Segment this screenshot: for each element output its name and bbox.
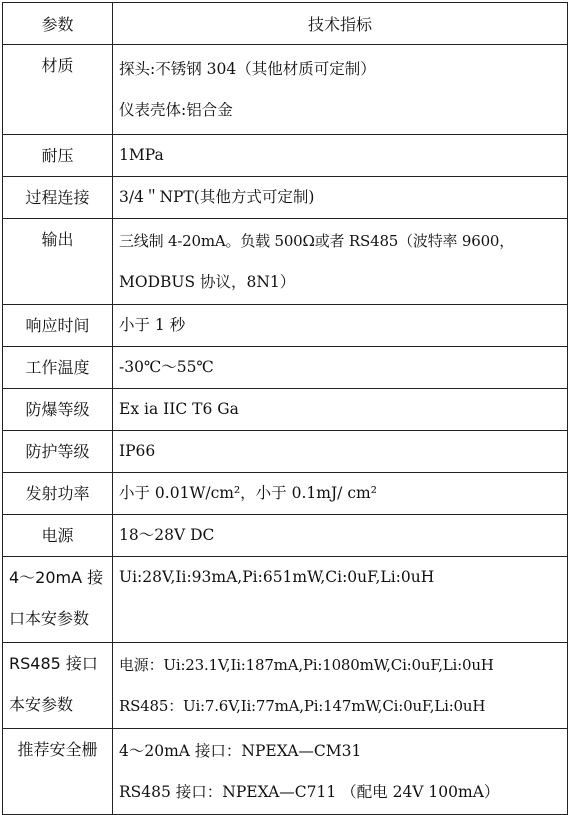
- spec-line: 1MPa: [119, 146, 164, 164]
- spec-line: -30℃～55℃: [119, 358, 214, 376]
- param-line: 推荐安全栅: [17, 740, 98, 759]
- row-spec-value: [113, 135, 568, 177]
- spec-line: MODBUS 协议，8N1）: [119, 272, 296, 291]
- row-param-label: [3, 389, 113, 431]
- row-spec-value: [113, 219, 568, 305]
- row-spec-value: [113, 643, 568, 729]
- spec-line: 3/4＂NPT(其他方式可定制): [119, 188, 315, 206]
- table-row-explosion: [3, 389, 568, 431]
- row-spec-value: [113, 177, 568, 219]
- table-row-rs485-params: [3, 643, 568, 729]
- row-param-label: [3, 557, 113, 643]
- param-line: 材质: [41, 56, 74, 75]
- spec-line: 小于 0.01W/cm²，小于 0.1mJ/ cm²: [119, 484, 377, 502]
- table-row-pressure: [3, 135, 568, 177]
- param-line: 响应时间: [25, 316, 90, 335]
- param-line: 防护等级: [25, 442, 90, 461]
- row-param-label: [3, 643, 113, 729]
- row-param-label: [3, 347, 113, 389]
- table-row-connection: [3, 177, 568, 219]
- table-row-barrier: [3, 729, 568, 815]
- row-spec-value: [113, 389, 568, 431]
- row-spec-value: [113, 473, 568, 515]
- row-spec-value: [113, 45, 568, 135]
- param-line: 本安参数: [9, 695, 74, 714]
- row-param-label: [3, 431, 113, 473]
- table-row-supply: [3, 515, 568, 557]
- spec-line: 电源：Ui:23.1V,Ii:187mA,Pi:1080mW,Ci:0uF,Li:0uH: [119, 655, 494, 674]
- spec-line: IP66: [119, 442, 156, 460]
- row-spec-value: [113, 515, 568, 557]
- param-line: 输出: [41, 230, 74, 249]
- table-row-power-emission: [3, 473, 568, 515]
- row-param-label: [3, 515, 113, 557]
- row-param-label: [3, 135, 113, 177]
- param-line: 4～20mA 接: [9, 568, 104, 587]
- param-line: 工作温度: [25, 358, 90, 377]
- param-line: 防爆等级: [25, 400, 90, 419]
- table-row-response: [3, 305, 568, 347]
- spec-line: 仪表壳体:铝合金: [119, 100, 233, 119]
- spec-line: 4～20mA 接口：NPEXA—CM31: [119, 741, 362, 760]
- row-param-label: [3, 177, 113, 219]
- spec-line: 18～28V DC: [119, 526, 215, 544]
- param-line: 口本安参数: [9, 609, 90, 628]
- table-row-output: [3, 219, 568, 305]
- param-line: 发射功率: [25, 484, 90, 503]
- table-row-protection: [3, 431, 568, 473]
- param-line: RS485 接口: [9, 654, 98, 673]
- spec-line: Ui:28V,Ii:93mA,Pi:651mW,Ci:0uF,Li:0uH: [119, 568, 435, 586]
- header-spec: 技术指标: [113, 3, 568, 45]
- param-line: 过程连接: [25, 188, 90, 207]
- row-param-label: [3, 219, 113, 305]
- param-line: 电源: [41, 526, 74, 545]
- table-row-material: [3, 45, 568, 135]
- param-line: 耐压: [41, 146, 74, 165]
- spec-line: RS485：Ui:7.6V,Ii:77mA,Pi:147mW,Ci:0uF,Li:0uH: [119, 696, 486, 715]
- row-spec-value: [113, 305, 568, 347]
- spec-line: 小于 1 秒: [119, 316, 186, 334]
- table-row-temperature: [3, 347, 568, 389]
- row-spec-value: [113, 431, 568, 473]
- spec-line: RS485 接口：NPEXA—C711 （配电 24V 100mA）: [119, 782, 500, 801]
- row-param-label: [3, 729, 113, 815]
- row-spec-value: [113, 729, 568, 815]
- spec-line: Ex ia IIC T6 Ga: [119, 400, 239, 418]
- spec-line: 三线制 4-20mA。负载 500Ω或者 RS485（波特率 9600，: [119, 231, 515, 250]
- spec-line: 探头:不锈钢 304（其他材质可定制）: [119, 59, 376, 78]
- row-spec-value: [113, 557, 568, 643]
- row-param-label: [3, 305, 113, 347]
- row-spec-value: [113, 347, 568, 389]
- row-param-label: [3, 45, 113, 135]
- row-param-label: [3, 473, 113, 515]
- header-param: 参数: [3, 3, 113, 45]
- table-row-4-20ma-params: [3, 557, 568, 643]
- table-header-row: [3, 3, 568, 45]
- spec-table: [2, 2, 568, 815]
